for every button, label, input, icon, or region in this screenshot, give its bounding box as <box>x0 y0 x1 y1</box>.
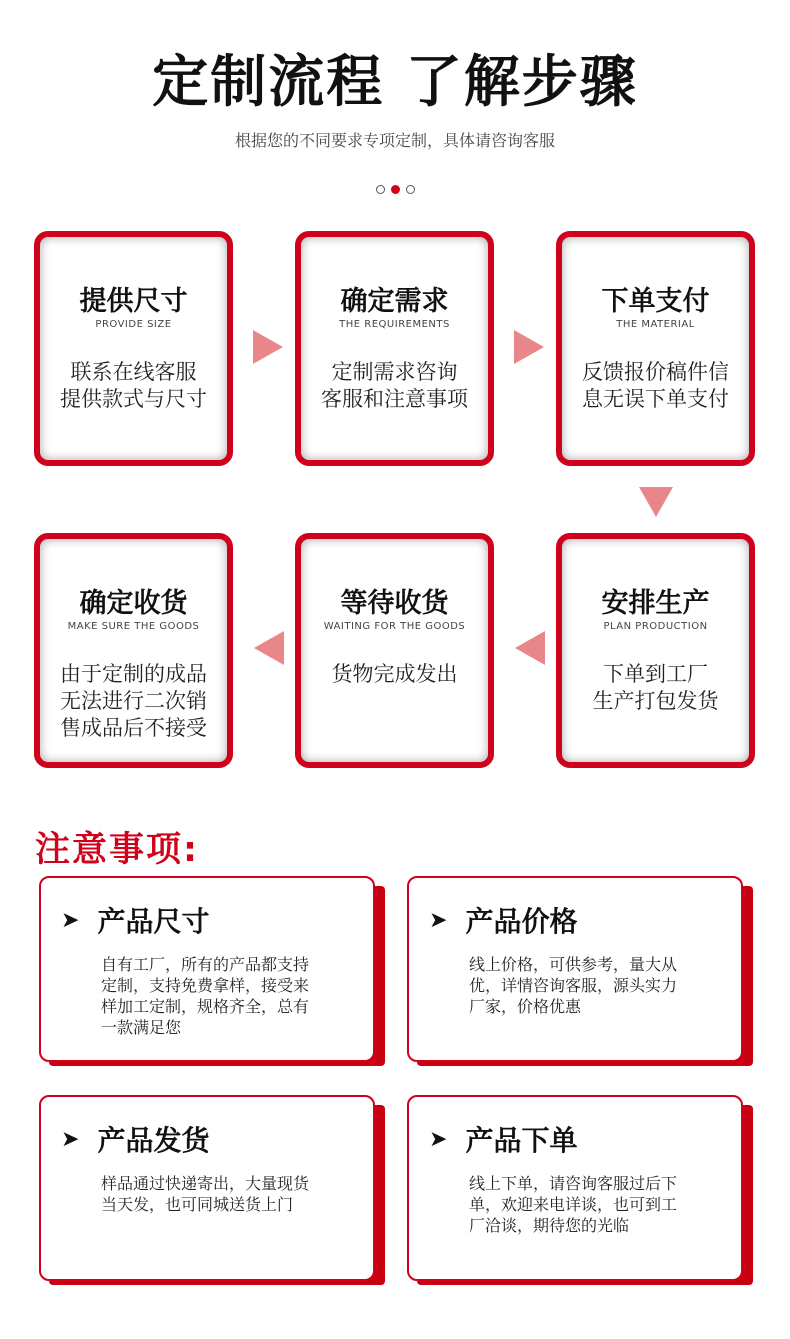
notice-card-text <box>101 1173 341 1215</box>
notice-card-title <box>429 1119 577 1159</box>
step-subtitle: THE MATERIAL <box>616 319 695 330</box>
pagination-dot[interactable] <box>406 185 415 194</box>
pagination-dots <box>0 185 790 194</box>
pagination-dot[interactable] <box>376 185 385 194</box>
notice-line: 单，欢迎来电详谈，也可到工 <box>469 1195 678 1214</box>
notice-line: 定制，支持免费拿样，接受来 <box>101 976 310 995</box>
step-card-requirements <box>295 231 494 466</box>
step-title: 确定需求 <box>340 286 449 317</box>
step-description <box>40 359 227 413</box>
notice-line: 当天发，也可同城送货上门 <box>101 1195 294 1214</box>
notice-card-title <box>61 900 209 940</box>
step-subtitle: PROVIDE SIZE <box>95 319 172 330</box>
step-subtitle: MAKE SURE THE GOODS <box>67 621 200 632</box>
arrowhead-bullet-icon: ➤ <box>61 907 80 933</box>
notice-card-title-text: 产品价格 <box>465 905 578 938</box>
step-card-provide-size <box>34 231 233 466</box>
arrowhead-bullet-icon: ➤ <box>429 907 448 933</box>
arrow-left-icon <box>254 631 284 665</box>
step-line: 客服和注意事项 <box>321 387 468 411</box>
step-description <box>301 661 488 688</box>
step-line: 生产打包发货 <box>592 689 719 713</box>
step-title: 等待收货 <box>340 588 449 619</box>
pagination-dot-active[interactable] <box>391 185 400 194</box>
step-line: 息无误下单支付 <box>582 387 729 411</box>
page-subtitle: 根据您的不同要求专项定制，具体请咨询客服 <box>234 131 555 150</box>
notice-line: 样品通过快递寄出，大量现货 <box>101 1174 310 1193</box>
step-card-production <box>556 533 755 768</box>
step-line: 货物完成发出 <box>331 662 458 686</box>
step-title: 提供尺寸 <box>79 286 188 317</box>
step-subtitle: PLAN PRODUCTION <box>603 621 708 632</box>
notice-line: 样加工定制，规格齐全，总有 <box>101 997 310 1016</box>
arrow-down-icon <box>639 487 673 517</box>
step-subtitle: THE REQUIREMENTS <box>339 319 450 330</box>
notice-line: 自有工厂，所有的产品都支持 <box>101 955 310 974</box>
card-body <box>39 1095 375 1281</box>
notice-card-title-text: 产品发货 <box>97 1124 210 1157</box>
step-line: 由于定制的成品 <box>60 662 207 686</box>
notice-card-text <box>469 1173 709 1236</box>
notice-line: 线上下单，请咨询客服过后下 <box>469 1174 678 1193</box>
step-title: 下单支付 <box>601 286 710 317</box>
notice-line: 线上价格，可供参考，量大从 <box>469 955 678 974</box>
arrowhead-bullet-icon: ➤ <box>61 1126 80 1152</box>
step-line: 售成品后不接受 <box>60 716 207 740</box>
arrowhead-bullet-icon: ➤ <box>429 1126 448 1152</box>
step-subtitle: WAITING FOR THE GOODS <box>323 621 466 632</box>
step-description <box>40 661 227 742</box>
step-line: 提供款式与尺寸 <box>60 387 207 411</box>
step-description <box>562 661 749 715</box>
notice-card-title-text: 产品下单 <box>465 1124 578 1157</box>
step-line: 联系在线客服 <box>70 360 197 384</box>
step-line: 下单到工厂 <box>603 662 708 686</box>
step-description <box>301 359 488 413</box>
step-line: 反馈报价稿件信 <box>582 360 729 384</box>
step-line: 无法进行二次销 <box>60 689 207 713</box>
notice-heading: 注意事项: <box>35 830 199 870</box>
arrow-left-icon <box>515 631 545 665</box>
step-description <box>562 359 749 413</box>
notice-card-text <box>101 954 341 1038</box>
page-title: 定制流程 了解步骤 <box>152 50 638 115</box>
notice-line: 厂家，价格优惠 <box>469 997 582 1016</box>
step-card-confirm-receipt <box>34 533 233 768</box>
notice-card-order <box>407 1095 753 1295</box>
step-title: 确定收货 <box>79 588 188 619</box>
step-card-waiting <box>295 533 494 768</box>
card-body <box>39 876 375 1062</box>
notice-card-text <box>469 954 709 1017</box>
card-body <box>407 876 743 1062</box>
notice-card-size <box>39 876 385 1076</box>
notice-card-title <box>429 900 577 940</box>
notice-line: 一款满足您 <box>101 1018 182 1037</box>
notice-card-price <box>407 876 753 1076</box>
arrow-right-icon <box>253 330 283 364</box>
step-card-payment <box>556 231 755 466</box>
step-title: 安排生产 <box>601 588 710 619</box>
step-line: 定制需求咨询 <box>331 360 458 384</box>
notice-card-title-text: 产品尺寸 <box>97 905 210 938</box>
arrow-right-icon <box>514 330 544 364</box>
notice-card-title <box>61 1119 209 1159</box>
notice-line: 优，详情咨询客服，源头实力 <box>469 976 678 995</box>
notice-card-shipping <box>39 1095 385 1295</box>
card-body <box>407 1095 743 1281</box>
notice-line: 厂洽谈，期待您的光临 <box>469 1216 630 1235</box>
